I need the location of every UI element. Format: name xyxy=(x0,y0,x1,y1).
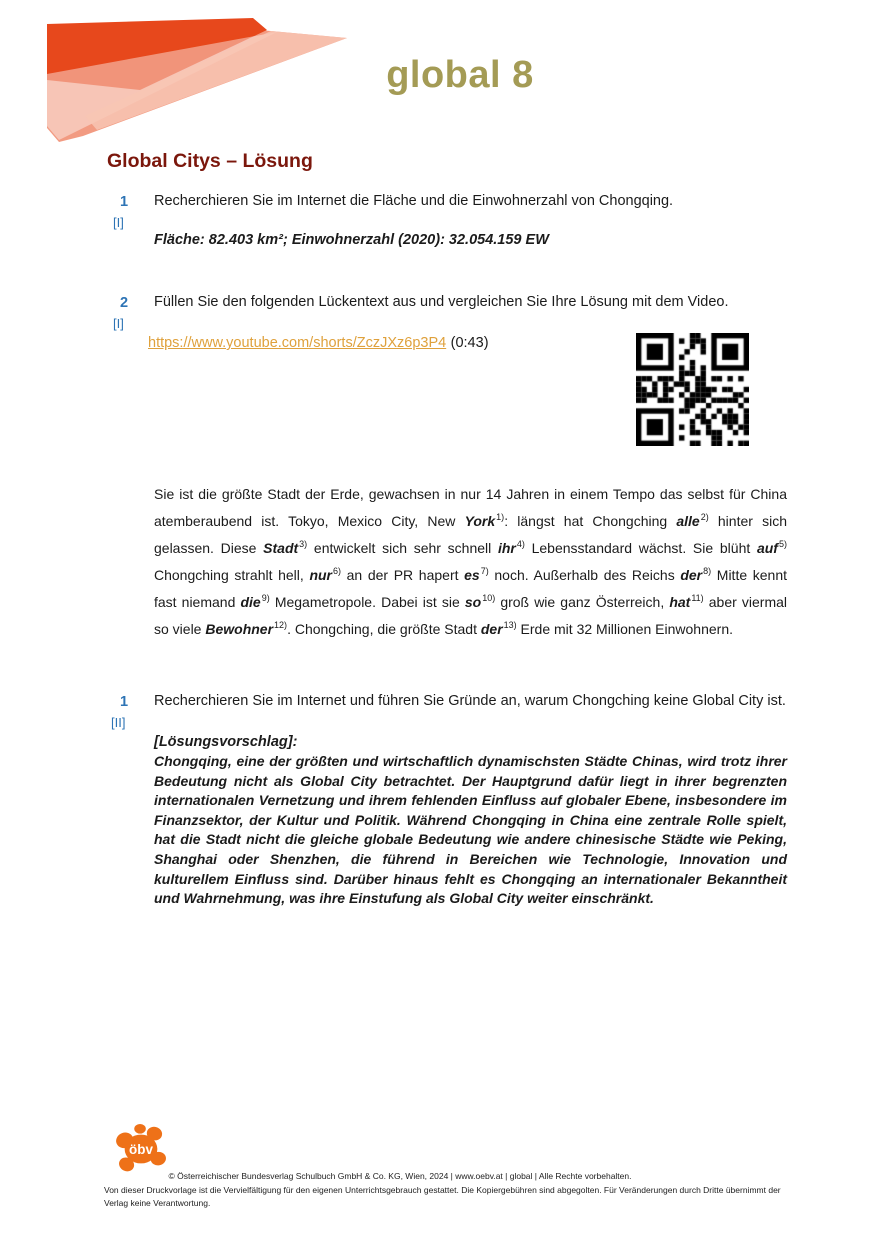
gap-answer-word: Stadt xyxy=(263,540,299,556)
qr-code-icon xyxy=(636,333,749,446)
gap-number: 1) xyxy=(496,512,505,523)
gap-answer-word: der xyxy=(480,621,503,637)
task1-instruction: Recherchieren Sie im Internet die Fläche und die Einwohnerzahl von Chongqing. xyxy=(154,193,674,209)
solution-paragraph: Chongqing, eine der größten und wirtschaftlich dynamischsten Städte Chinas, wird trotz ihrer Bedeutung nicht als Global City betrachtet. Der Hauptgrund dafür liegt in ihrer begrenzten internationalen Vernetzung und ihrem fehlenden Einfluss auf globaler Ebene, insbesondere im Finanzsektor, der Kultur und Politik. Während Chongqing in China eine zentrale Rolle spielt, hat die Stadt nicht die gleiche globale Bedeutung wie andere chinesische Städte wie Peking, Shanghai oder Shenzhen, die führend in Bereichen wie Technologie, Innovation und kulturellem Einfluss sind. Darüber hinaus fehlt es Chongqing an internationaler Bekanntheit und Wahrnehmung, was ihre Einstufung als Global City weiter einschränkt. xyxy=(154,753,787,907)
video-link-row xyxy=(148,334,489,352)
task2-level: [I] xyxy=(113,316,124,331)
task1-level: [I] xyxy=(113,215,124,230)
gap-answer-word: alle xyxy=(676,513,700,529)
footer-notice: Von dieser Druckvorlage ist die Vervielfältigung für den eigenen Unterrichtsgebrauch gestattet. Die Kopiergebühren sind abgegolten. Für Veränderungen durch Dritte übernimmt der Verlag keine Verantwortung. xyxy=(104,1185,781,1208)
gap-number: 9) xyxy=(261,593,270,604)
gap-answer-word: nur xyxy=(309,567,332,583)
video-duration: (0:43) xyxy=(450,335,489,351)
gap-answer-word: der xyxy=(680,567,703,583)
gap-answer-word: ihr xyxy=(497,540,516,556)
task2-instruction: Füllen Sie den folgenden Lückentext aus und vergleichen Sie Ihre Lösung mit dem Video. xyxy=(154,294,729,310)
task2-number: 2 xyxy=(120,295,129,311)
gap-number: 12) xyxy=(274,620,288,631)
gap-answer-word: Bewohner xyxy=(205,621,274,637)
gap-answer-word: York xyxy=(464,513,496,529)
gap-answer-word: es xyxy=(464,567,480,583)
gap-text-paragraph: Sie ist die größte Stadt der Erde, gewachsen in nur 14 Jahren in einem Tempo das selbst für China atemberaubend ist. Tokyo, Mexico City, New York$^{1)}$: längst hat Chongching alle$^{2)}$ hinter sich gelassen. Diese Stadt$^{3)}$ entwickelt sich sehr schnell ihr$^{4)}$ Lebensstandard wächst. Sie blüht auf$^{5)}$ Chongching strahlt hell, nur$^{6)}$ an der PR hapert $es^{7)}$ noch. Außerhalb des Reichs der$^{8)}$ Mitte kennt fast niemand die$^{9)}$ Megametropole. Dabei ist sie $so^{10)}$ groß wie ganz Österreich, hat$^{11)}$ aber viermal so viele Bewohner$^{12)}$. Chongching, die größte Stadt der$^{13)}$ Erde mit 32 Millionen Einwohnern. xyxy=(154,486,788,637)
gap-answer-word: auf xyxy=(756,540,778,556)
gap-number: 11) xyxy=(691,593,704,604)
gap-number: 13) xyxy=(503,620,517,631)
worksheet-heading: Global Citys – Lösung xyxy=(107,150,313,172)
gap-number: 8) xyxy=(703,566,712,577)
gap-number: 6) xyxy=(333,566,342,577)
oebv-logo-text: öbv xyxy=(129,1141,153,1157)
gap-number: 7) xyxy=(480,566,489,577)
task3-number: 1 xyxy=(120,694,129,710)
gap-answer-word: so xyxy=(464,594,482,610)
task1-answer: Fläche: 82.403 km²; Einwohnerzahl (2020): 32.054.159 EW xyxy=(154,232,549,248)
gap-answer-word: hat xyxy=(669,594,691,610)
gap-number: 5) xyxy=(778,539,787,550)
page-title: global 8 xyxy=(386,54,534,96)
youtube-link[interactable]: https://www.youtube.com/shorts/ZczJXz6p3P4 xyxy=(148,335,447,351)
oebv-logo xyxy=(112,1124,170,1174)
gap-answer-word: die xyxy=(240,594,261,610)
gap-number: 2) xyxy=(700,512,709,523)
task3-level: [II] xyxy=(111,715,126,730)
task3-instruction: Recherchieren Sie im Internet und führen Sie Gründe an, warum Chongching keine Global City ist. xyxy=(154,693,786,709)
gap-number: 4) xyxy=(516,539,525,550)
gap-number: 3) xyxy=(299,539,308,550)
gap-number: 10) xyxy=(482,593,496,604)
task1-number: 1 xyxy=(120,194,129,210)
solution-label: [Lösungsvorschlag]: xyxy=(154,734,298,750)
footer-copyright: © Österreichischer Bundesverlag Schulbuch GmbH & Co. KG, Wien, 2024 | www.oebv.at | global | Alle Rechte vorbehalten. xyxy=(168,1171,632,1181)
